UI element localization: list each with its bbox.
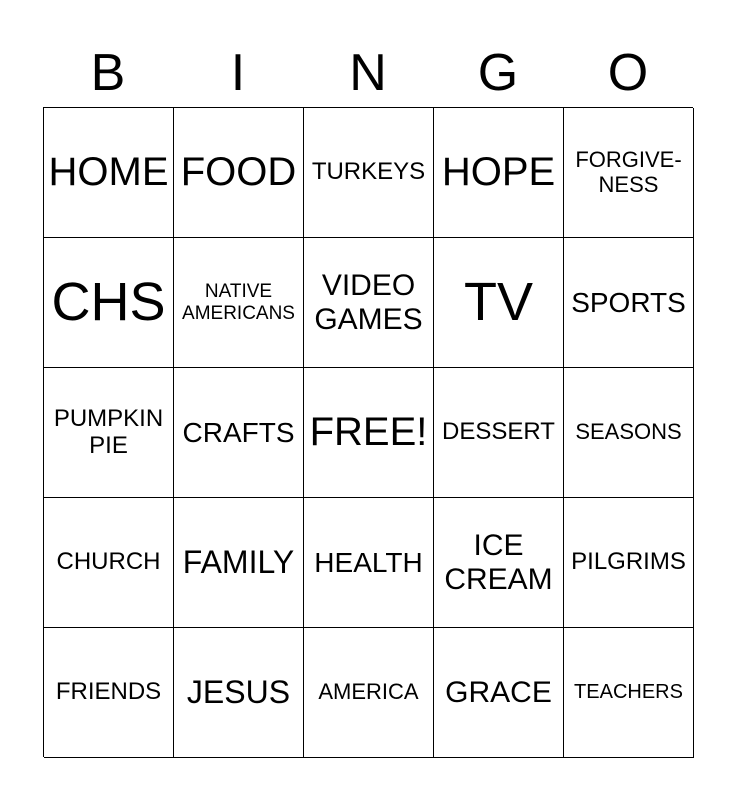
cell-text: HOPE bbox=[441, 150, 556, 195]
bingo-cell[interactable] bbox=[304, 498, 434, 628]
bingo-cell[interactable] bbox=[304, 368, 434, 498]
bingo-cell[interactable] bbox=[564, 628, 694, 758]
cell-text: NATIVE AMERICANS bbox=[182, 281, 295, 324]
bingo-cell[interactable] bbox=[44, 498, 174, 628]
header-letter-g: G bbox=[477, 44, 519, 102]
cell-text: TURKEYS bbox=[311, 158, 426, 186]
cell-text: TEACHERS bbox=[574, 681, 683, 704]
bingo-cell[interactable] bbox=[174, 368, 304, 498]
bingo-board bbox=[43, 107, 693, 757]
bingo-cell[interactable] bbox=[564, 238, 694, 368]
bingo-cell[interactable] bbox=[564, 498, 694, 628]
header-letter-o: O bbox=[607, 44, 649, 102]
cell-text: FORGIVE- NESS bbox=[575, 146, 682, 197]
bingo-cell[interactable] bbox=[564, 368, 694, 498]
cell-text: FREE! bbox=[309, 410, 428, 455]
bingo-cell[interactable] bbox=[174, 498, 304, 628]
bingo-cell[interactable] bbox=[304, 628, 434, 758]
cell-text: CHS bbox=[51, 272, 166, 333]
cell-text: VIDEO GAMES bbox=[314, 268, 423, 336]
cell-text: CHURCH bbox=[56, 548, 161, 576]
cell-text: AMERICA bbox=[318, 679, 419, 705]
bingo-cell[interactable] bbox=[44, 628, 174, 758]
cell-text: PILGRIMS bbox=[571, 548, 686, 576]
bingo-cell[interactable] bbox=[174, 108, 304, 238]
bingo-cell[interactable] bbox=[434, 108, 564, 238]
bingo-cell[interactable] bbox=[434, 238, 564, 368]
bingo-cell[interactable] bbox=[434, 368, 564, 498]
bingo-cell[interactable] bbox=[44, 108, 174, 238]
bingo-cell[interactable] bbox=[174, 628, 304, 758]
bingo-header bbox=[43, 40, 693, 106]
bingo-cell[interactable] bbox=[564, 108, 694, 238]
cell-text: ICE CREAM bbox=[444, 528, 553, 596]
cell-text: FOOD bbox=[180, 150, 297, 195]
bingo-cell[interactable] bbox=[434, 498, 564, 628]
header-letter-i: I bbox=[230, 44, 246, 102]
header-letter-n: N bbox=[349, 44, 387, 102]
cell-text: FAMILY bbox=[182, 543, 295, 580]
cell-text: JESUS bbox=[186, 673, 291, 710]
cell-text: TV bbox=[463, 272, 533, 333]
bingo-cell[interactable] bbox=[174, 238, 304, 368]
cell-text: DESSERT bbox=[442, 418, 555, 446]
cell-text: CRAFTS bbox=[182, 416, 295, 448]
cell-text: FRIENDS bbox=[55, 678, 162, 706]
cell-text: SPORTS bbox=[571, 286, 686, 318]
cell-text: HEALTH bbox=[314, 546, 423, 578]
cell-text: HOME bbox=[48, 150, 169, 195]
header-letter-b: B bbox=[90, 44, 126, 102]
cell-text: SEASONS bbox=[575, 419, 682, 445]
cell-text: PUMPKIN PIE bbox=[53, 404, 164, 459]
bingo-cell[interactable] bbox=[44, 368, 174, 498]
bingo-cell[interactable] bbox=[434, 628, 564, 758]
bingo-cell[interactable] bbox=[44, 238, 174, 368]
cell-text: GRACE bbox=[445, 675, 552, 709]
bingo-cell[interactable] bbox=[304, 238, 434, 368]
bingo-cell[interactable] bbox=[304, 108, 434, 238]
